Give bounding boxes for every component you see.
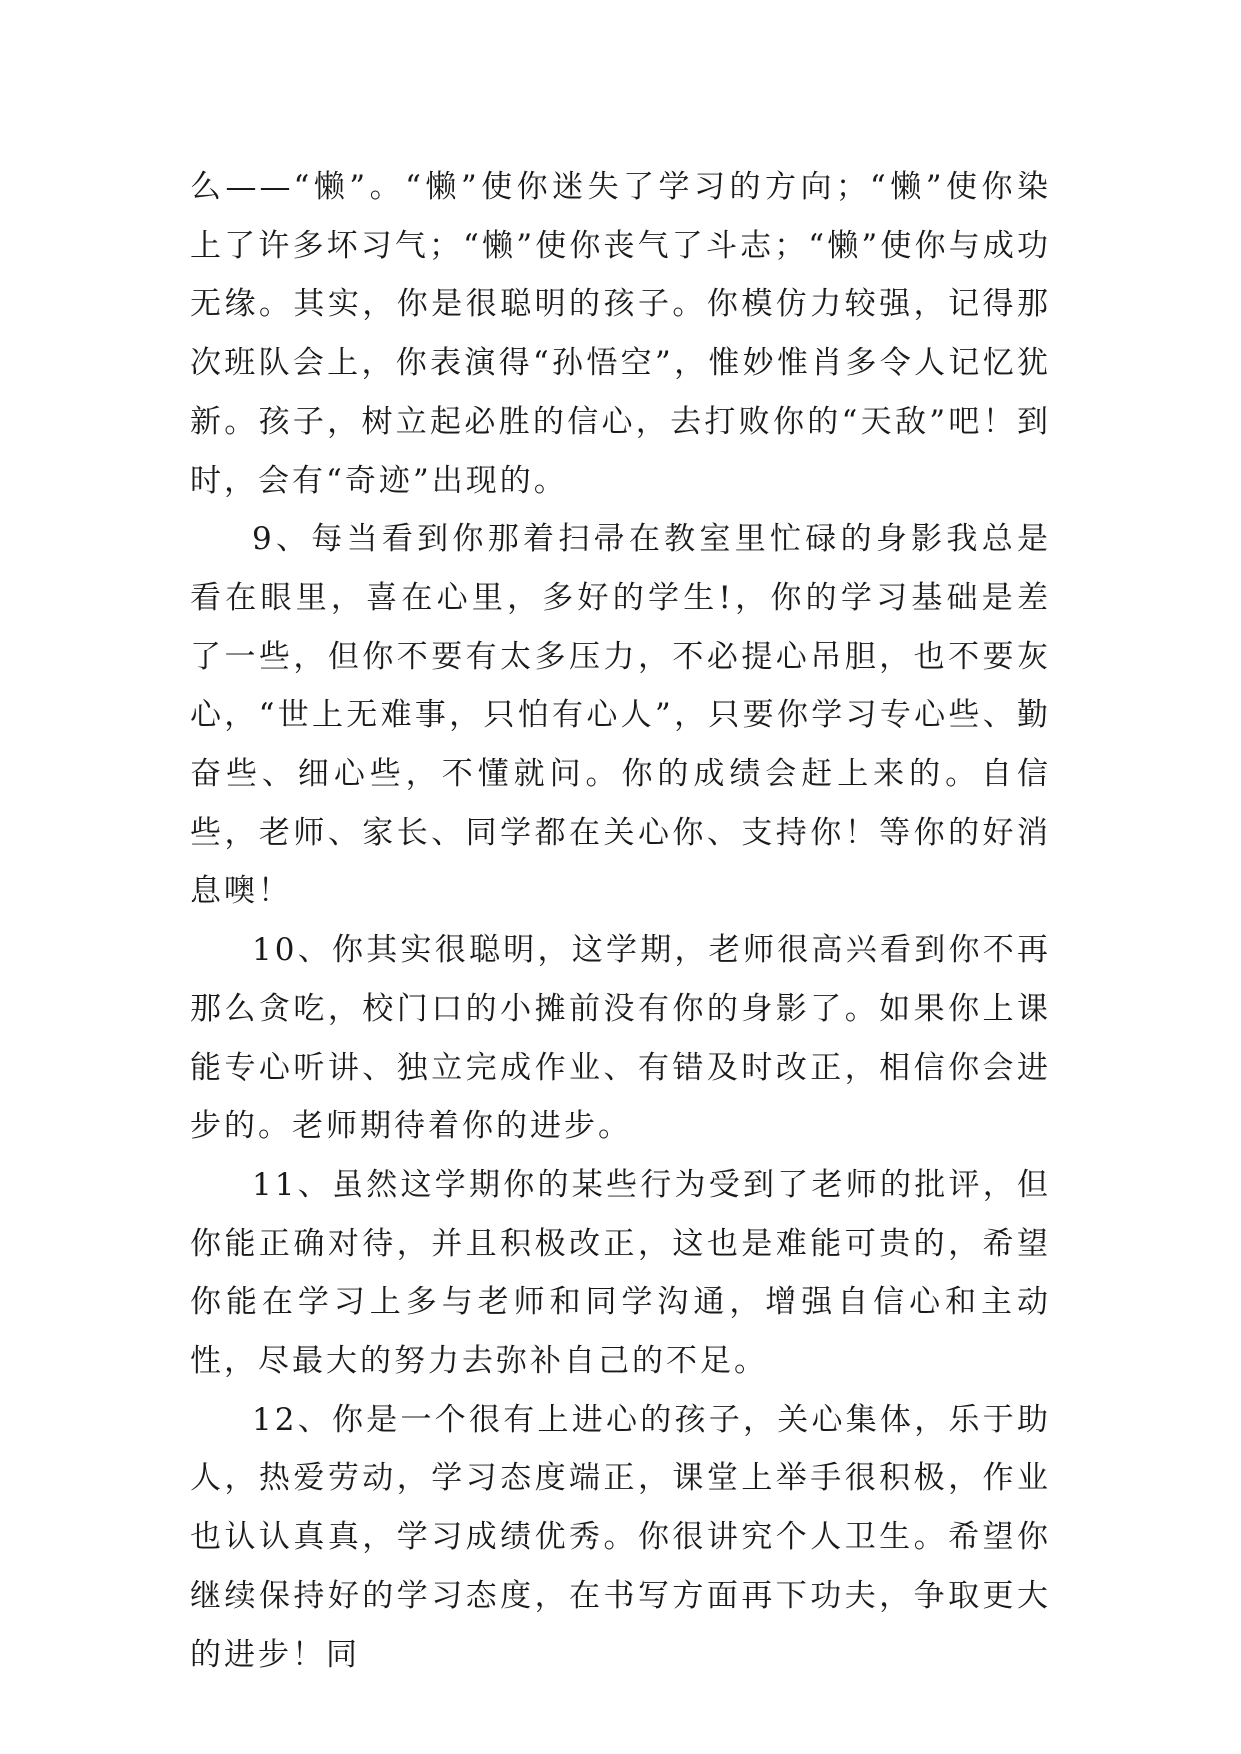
paragraph-comment-12: 12、你是一个很有上进心的孩子，关心集体，乐于助人，热爱劳动，学习态度端正，课堂上举手很积极，作业也认认真真，学习成绩优秀。你很讲究个人卫生。希望你继续保持好的学习态度，在书写方面再下功夫，争取更大的进步！同 <box>190 1401 1051 1673</box>
paragraph-continued: 么——“懒”。“懒”使你迷失了学习的方向；“懒”使你染上了许多坏习气；“懒”使你丧气了斗志；“懒”使你与成功无缘。其实，你是很聪明的孩子。你模仿力较强，记得那次班队会上，你表演得“孙悟空”，惟妙惟肖多令人记忆犹新。孩子，树立起必胜的信心，去打败你的“天敌”吧！到时，会有“奇迹”出现的。 <box>190 169 1051 499</box>
document-body <box>190 158 1051 1684</box>
paragraph-comment-10: 10、你其实很聪明，这学期，老师很高兴看到你不再那么贪吃，校门口的小摊前没有你的身影了。如果你上课能专心听讲、独立完成作业、有错及时改正，相信你会进步的。老师期待着你的进步。 <box>190 932 1051 1145</box>
paragraph-comment-9: 9、每当看到你那着扫帚在教室里忙碌的身影我总是看在眼里，喜在心里，多好的学生!，你的学习基础是差了一些，但你不要有太多压力，不必提心吊胆，也不要灰心，“世上无难事，只怕有心人”，只要你学习专心些、勤奋些、细心些，不懂就问。你的成绩会赶上来的。自信些，老师、家长、同学都在关心你、支持你！等你的好消息噢！ <box>190 521 1051 910</box>
paragraph-comment-11: 11、虽然这学期你的某些行为受到了老师的批评，但你能正确对待，并且积极改正，这也是难能可贵的，希望你能在学习上多与老师和同学沟通，增强自信心和主动性，尽最大的努力去弥补自己的不足。 <box>190 1166 1051 1380</box>
